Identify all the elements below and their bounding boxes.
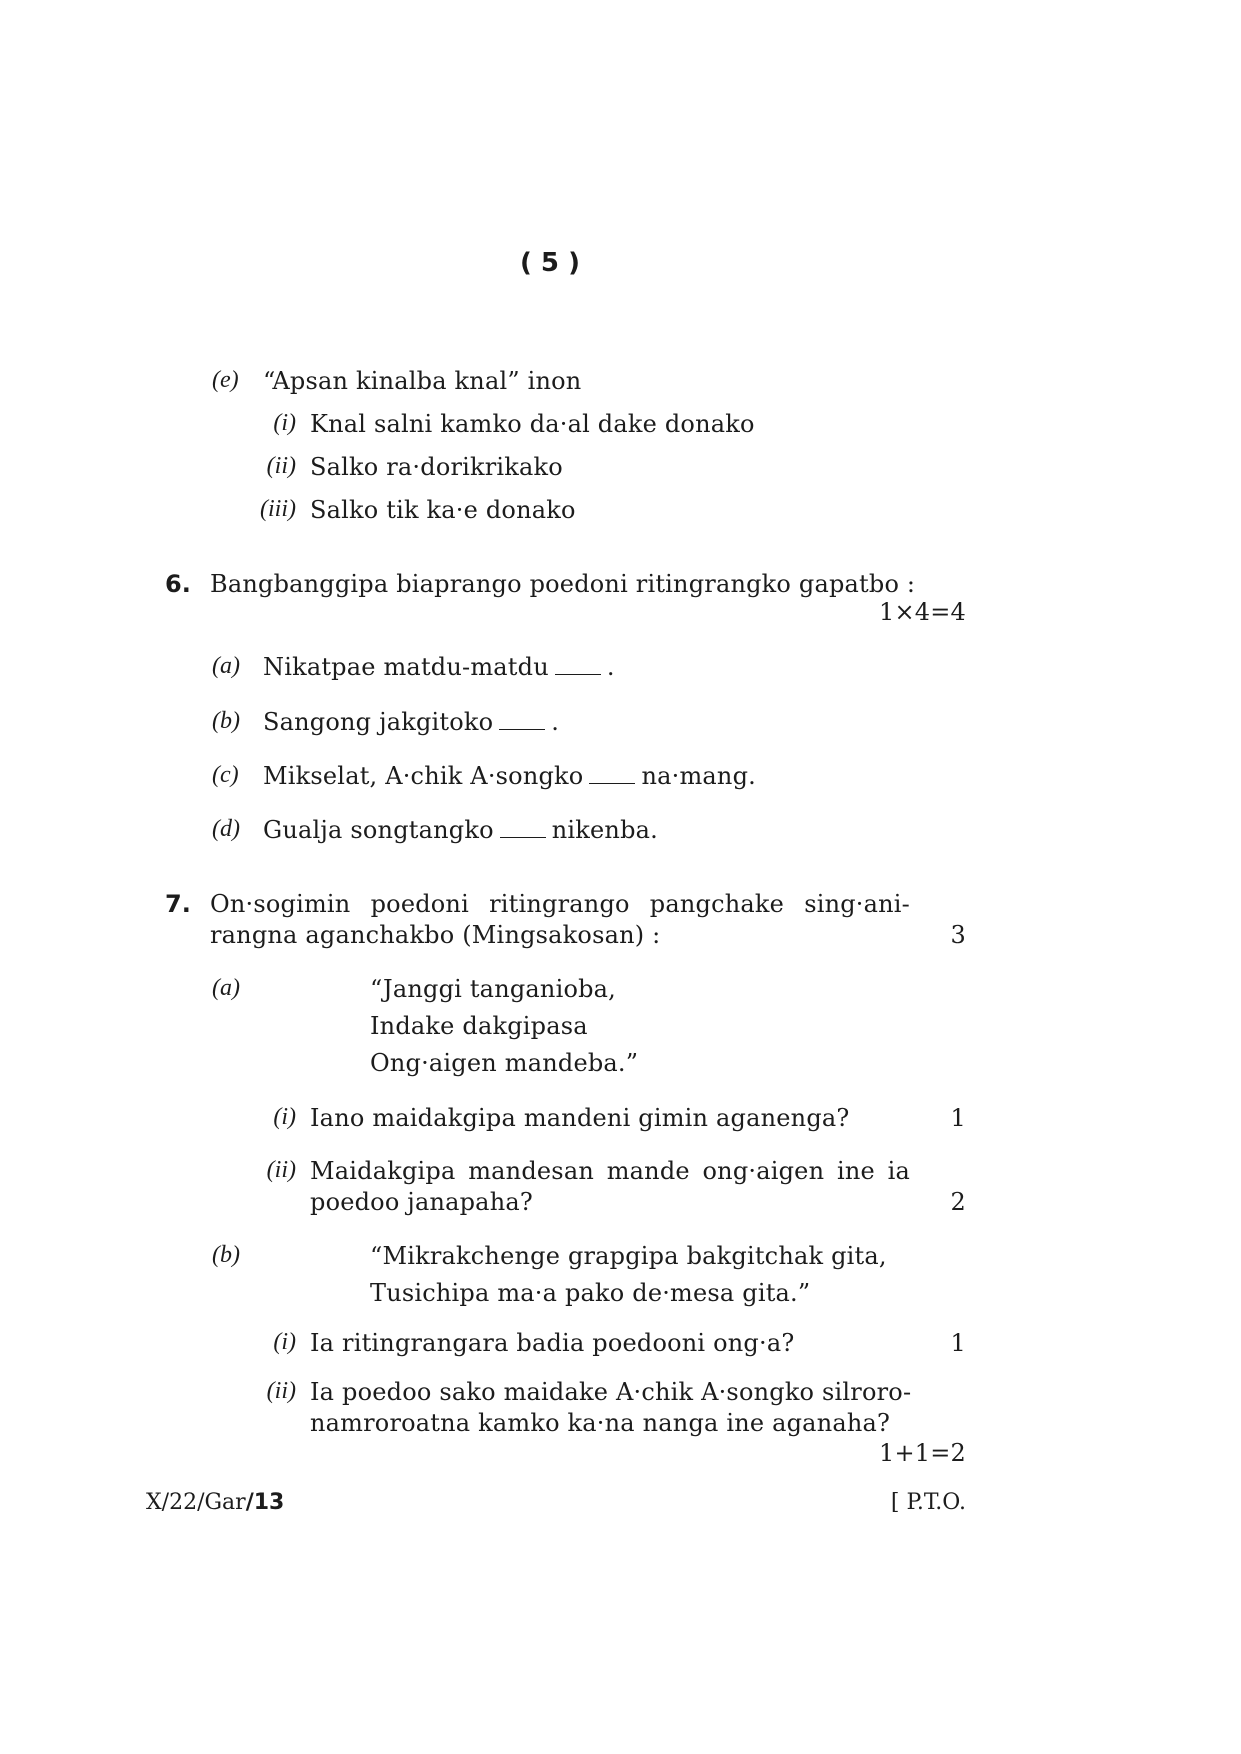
q6-item-label: (c)	[212, 762, 239, 788]
q6-item-tail: na·mang.	[641, 762, 756, 790]
q7b-sub-label: (ii)	[266, 1378, 296, 1404]
q7a-poem-line: Indake dakgipasa	[370, 1012, 588, 1040]
q7a-label: (a)	[212, 975, 240, 1001]
q7a-sub-text: poedoo janapaha?	[310, 1188, 533, 1216]
answer-blank	[589, 767, 635, 784]
q7a-sub-marks: 1	[950, 1104, 966, 1132]
q6-item	[263, 708, 559, 736]
q6-item-label: (b)	[212, 708, 240, 734]
q7a-sub-marks: 2	[950, 1188, 966, 1216]
q5e-option-text: Salko tik ka·e donako	[310, 496, 576, 524]
q7b-sub-text: Ia ritingrangara badia poedooni ong·a?	[310, 1329, 795, 1357]
answer-blank	[500, 821, 546, 838]
q6-item-label: (d)	[212, 816, 240, 842]
q7b-poem-line: “Mikrakchenge grapgipa bakgitchak gita,	[370, 1242, 887, 1270]
q6-item-text: Nikatpae matdu-matdu	[263, 653, 549, 681]
q5e-option-text: Knal salni kamko da·al dake donako	[310, 410, 755, 438]
q7b-sub-marks: 1+1=2	[878, 1439, 966, 1467]
answer-blank	[555, 658, 601, 675]
q7-text-line1: On·sogimin poedoni ritingrango pangchake sing·ani-	[210, 890, 910, 918]
q7b-poem-line: Tusichipa ma·a pako de·mesa gita.”	[370, 1279, 811, 1307]
q7-marks: 3	[950, 921, 966, 949]
paper-code-suffix: /13	[245, 1490, 285, 1515]
q7b-sub-marks: 1	[950, 1329, 966, 1357]
q7-number: 7.	[165, 890, 191, 918]
q7b-label: (b)	[212, 1242, 240, 1268]
q6-item	[263, 762, 756, 790]
q5e-option-label: (iii)	[260, 496, 296, 522]
q6-item-tail: .	[606, 653, 615, 681]
q5e-label: (e)	[212, 367, 239, 393]
answer-blank	[499, 713, 545, 730]
q6-item-label: (a)	[212, 653, 240, 679]
q6-item	[263, 816, 658, 844]
q6-marks: 1×4=4	[878, 598, 966, 626]
q7a-sub-label: (i)	[273, 1104, 296, 1130]
q7a-sub-text: Iano maidakgipa mandeni gimin aganenga?	[310, 1104, 850, 1132]
q6-number: 6.	[165, 570, 191, 598]
q6-item-text: Sangong jakgitoko	[263, 708, 494, 736]
q5e-option-label: (ii)	[266, 453, 296, 479]
paper-code	[146, 1490, 284, 1515]
pto-label: [ P.T.O.	[890, 1490, 966, 1515]
q7b-sub-text: Ia poedoo sako maidake A·chik A·songko silroro-	[310, 1378, 912, 1406]
q7a-poem-line: Ong·aigen mandeba.”	[370, 1049, 639, 1077]
q7-text-line2: rangna aganchakbo (Mingsakosan) :	[210, 921, 661, 949]
q6-text: Bangbanggipa biaprango poedoni ritingrangko gapatbo :	[210, 570, 916, 598]
page-number: ( 5 )	[520, 248, 580, 278]
q6-item	[263, 653, 615, 681]
q5e-option-text: Salko ra·dorikrikako	[310, 453, 563, 481]
q7b-sub-text: namroroatna kamko ka·na nanga ine aganaha?	[310, 1409, 891, 1437]
q7a-sub-label: (ii)	[266, 1157, 296, 1183]
q7a-poem-line: “Janggi tanganioba,	[370, 975, 617, 1003]
paper-code-prefix: X/22/Gar	[146, 1490, 246, 1515]
q5e-option-label: (i)	[273, 410, 296, 436]
q6-item-tail: .	[551, 708, 560, 736]
q6-item-text: Mikselat, A·chik A·songko	[263, 762, 584, 790]
q5e-text: “Apsan kinalba knal” inon	[263, 367, 582, 395]
q6-item-text: Gualja songtangko	[263, 816, 494, 844]
q6-item-tail: nikenba.	[551, 816, 658, 844]
q7b-sub-label: (i)	[273, 1329, 296, 1355]
q7a-sub-text: Maidakgipa mandesan mande ong·aigen ine ia	[310, 1157, 910, 1185]
